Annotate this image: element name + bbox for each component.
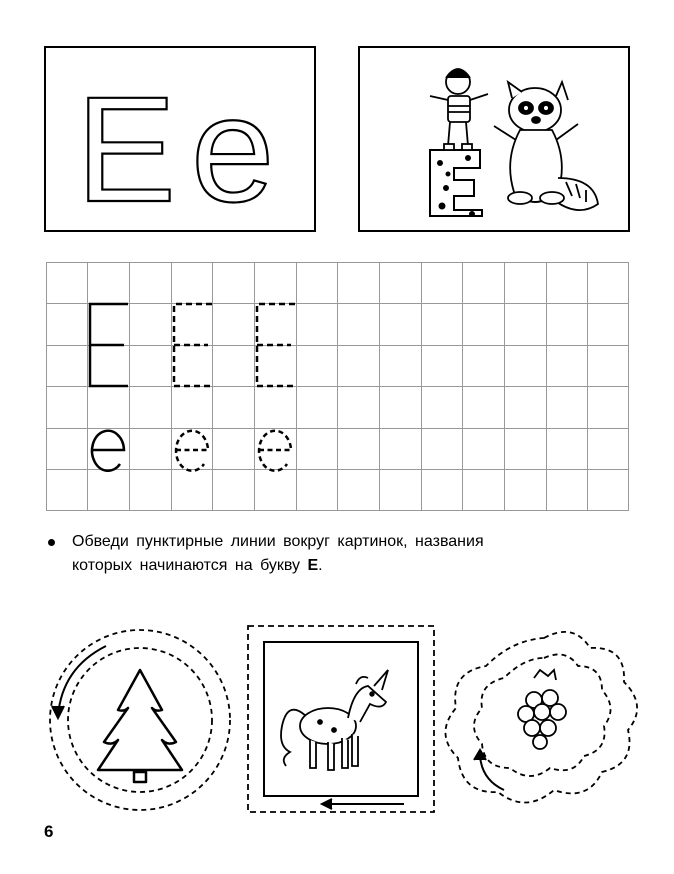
unicorn-square-tracing [244, 622, 444, 822]
letters-box [44, 46, 316, 232]
bullet-icon [48, 539, 55, 546]
blackberry-flower-tracing [444, 618, 644, 818]
direction-arrow-icon [474, 750, 504, 790]
uppercase-e-sample [90, 304, 128, 386]
instruction-line-2-text: которых начинаются на букву [72, 557, 308, 574]
page-number: 6 [44, 822, 54, 841]
writing-grid [46, 262, 630, 512]
raccoon-icon [494, 82, 598, 210]
instruction-line-2-end: . [318, 557, 323, 574]
instruction-highlight-letter: Е [307, 557, 319, 574]
lowercase-e-dashed-tracing [176, 431, 291, 471]
instruction-line-1: Обведи пунктирные линии вокруг картинок, названия [72, 533, 484, 550]
decorated-letter-e-icon [430, 150, 482, 216]
unicorn-icon [281, 670, 388, 770]
boy-icon [430, 69, 488, 150]
blackberry-icon [518, 670, 566, 749]
outlined-uppercase-letter: E [76, 65, 177, 233]
fir-tree-icon [98, 670, 182, 782]
lowercase-e-sample [92, 431, 124, 471]
direction-arrow-icon [322, 799, 404, 809]
outlined-lowercase-letter: e [191, 65, 275, 233]
boy-raccoon-illustration [360, 48, 632, 234]
picture-box [358, 46, 630, 232]
fir-tree-circle-tracing [44, 626, 244, 826]
instruction-line-2 [72, 554, 323, 578]
